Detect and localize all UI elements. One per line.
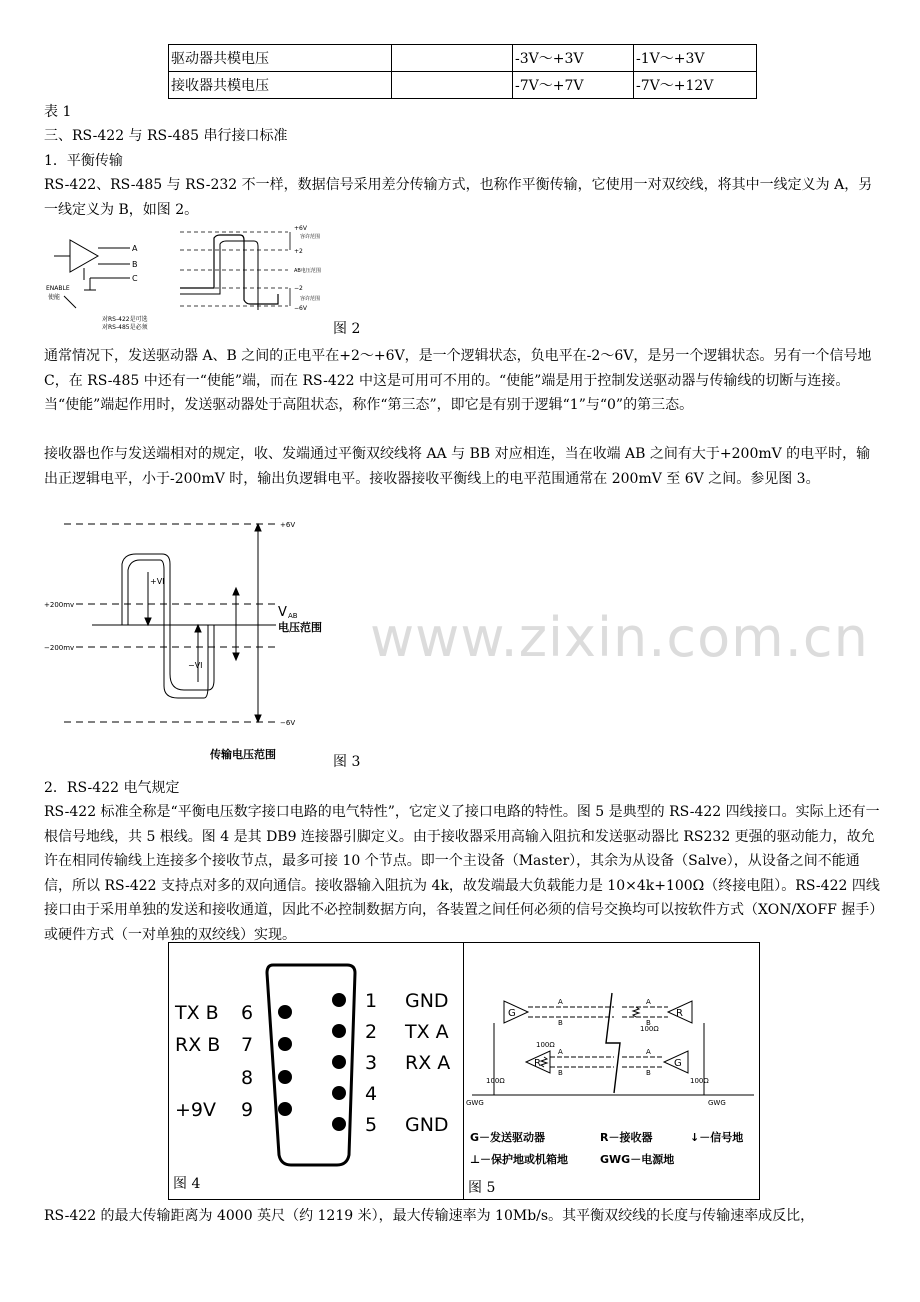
figure-5-rs422-wiring bbox=[464, 943, 759, 1199]
line-b-label: B bbox=[558, 1069, 563, 1077]
figure-2 bbox=[44, 224, 364, 336]
pin-number: 6 bbox=[241, 1002, 254, 1024]
line-b-label: B bbox=[558, 1019, 563, 1027]
section-heading: 三、RS-422 与 RS-485 串行接口标准 bbox=[44, 128, 288, 144]
level-lines bbox=[180, 232, 288, 306]
pin-number: 7 bbox=[241, 1034, 254, 1056]
pin-number: 5 bbox=[365, 1114, 378, 1136]
table-cell: -1V～+3V bbox=[634, 45, 757, 72]
spec-table bbox=[168, 44, 757, 99]
figure-2-caption: 图 2 bbox=[333, 321, 361, 337]
note-rs422: 对RS-422是可选 bbox=[102, 316, 148, 323]
legend-receiver: R－接收器 bbox=[600, 1131, 653, 1144]
resistor-label: 100Ω bbox=[536, 1041, 555, 1049]
level-ab: AB电压范围 bbox=[294, 268, 321, 274]
level-m6v: −6V bbox=[294, 305, 307, 312]
gwg-label: GWG bbox=[708, 1099, 726, 1107]
rx-a-label: RX A bbox=[405, 1052, 451, 1074]
paragraph: RS-422 标准全称是“平衡电压数字接口电路的电气特性”，它定义了接口电路的特性。图 5 是典型的 RS-422 四线接口。实际上还有一根信号地线，共 5 根线。图 4 是其 DB9 连接器引脚定义。由于接收器采用高输入阻抗和发送驱动器比 RS232 更强的驱动能力，故允许在相同传输线上连接多个接收节点，最多可接 10 个节点。即一个主设备（Master），其余为从设备（Salve），从设备之间不能通信，所以 RS-422 支持点对多的双向通信。接收器输入阻抗为 4k，故发端最大负载能力是 10×4k+100Ω（终接电阻）。RS-422 四线接口由于采用单独的发送和接收通道，因此不必控制数据方向，各装置之间任何必须的信号交换均可以按软件方式（XON/XOFF 握手）或硬件方式（一对单独的双绞线）实现。 bbox=[44, 804, 884, 943]
figure-4-caption: 图 4 bbox=[173, 1176, 201, 1192]
level-p6v: +6V bbox=[280, 521, 296, 529]
gnd-label: GND bbox=[405, 1114, 449, 1136]
pin-number: 8 bbox=[241, 1067, 254, 1089]
transmission-range-label: 传输电压范围 bbox=[210, 748, 276, 761]
signal-waveform bbox=[92, 554, 230, 690]
paragraph: RS-422、RS-485 与 RS-232 不一样，数据信号采用差分传输方式，也称作平衡传输，它使用一对双绞线，将其中一线定义为 A，另一线定义为 B，如图 2。 bbox=[44, 177, 873, 218]
pin-number: 2 bbox=[365, 1021, 378, 1043]
legend-signal-ground: ↓－信号地 bbox=[690, 1131, 744, 1144]
enable-cn-label: 使能 bbox=[48, 294, 61, 301]
driver-g-label: G bbox=[674, 1058, 682, 1069]
table-caption: 表 1 bbox=[44, 104, 72, 120]
level-tol1: 容许范围 bbox=[300, 234, 321, 240]
driver-g-label: G bbox=[508, 1008, 516, 1019]
tx-b-label: TX B bbox=[175, 1002, 219, 1024]
legend-driver: G－发送驱动器 bbox=[470, 1131, 546, 1144]
level-m6v: −6V bbox=[280, 719, 296, 727]
paragraph: 接收器也作与发送端相对的规定，收、发端通过平衡双绞线将 AA 与 BB 对应相连，当在收端 AB 之间有大于+200mV 的电平时，输出正逻辑电平，小于-200mV 时，输出负逻辑电平。接收器接收平衡线上的电平范围通常在 200mV 至 6V 之间。参见图 3。 bbox=[44, 446, 871, 487]
note-rs485: 对RS-485是必须 bbox=[102, 324, 148, 331]
gwg-label: GWG bbox=[466, 1099, 484, 1107]
rx-b-label: RX B bbox=[175, 1034, 221, 1056]
tx-a-label: TX A bbox=[405, 1021, 449, 1043]
legend-chassis-ground: ⊥－保护地或机箱地 bbox=[470, 1153, 569, 1166]
resistor-label: 100Ω bbox=[486, 1077, 505, 1085]
driver-symbol bbox=[54, 240, 130, 308]
pin-a-label: A bbox=[132, 244, 138, 253]
subsection-heading: 2．RS-422 电气规定 bbox=[44, 780, 180, 796]
pin-number: 3 bbox=[365, 1052, 378, 1074]
watermark: www.zixin.com.cn bbox=[370, 606, 869, 669]
line-a-label: A bbox=[646, 998, 651, 1006]
enable-label: ENABLE bbox=[46, 285, 70, 292]
figure-5-caption: 图 5 bbox=[468, 1180, 496, 1196]
figure-table bbox=[168, 942, 760, 1200]
pin-number: 4 bbox=[365, 1083, 378, 1105]
line-a-label: A bbox=[558, 998, 563, 1006]
paragraph: 通常情况下，发送驱动器 A、B 之间的正电平在+2～+6V，是一个逻辑状态，负电平在-2～6V，是另一个逻辑状态。另有一个信号地 C，在 RS-485 中还有一“使能”端，而在 RS-422 中这是可用可不用的。“使能”端是用于控制发送驱动器与传输线的切断与连接。当“使能”端起作用时，发送驱动器处于高阻状态，称作“第三态”，即它是有别于逻辑“1”与“0”的第三态。 bbox=[44, 348, 872, 413]
table-cell: 驱动器共模电压 bbox=[169, 45, 392, 72]
vab-subscript: AB bbox=[288, 612, 298, 620]
table-cell bbox=[392, 72, 513, 99]
line-b-label: B bbox=[646, 1069, 651, 1077]
legend-power-ground: GWG－电源地 bbox=[600, 1153, 675, 1166]
vab-label: V bbox=[278, 605, 287, 620]
table-cell: -3V～+3V bbox=[513, 45, 634, 72]
paragraph: RS-422 的最大传输距离为 4000 英尺（约 1219 米），最大传输速率为 10Mb/s。其平衡双绞线的长度与传输速率成反比， bbox=[44, 1208, 815, 1224]
resistor-label: 100Ω bbox=[690, 1077, 709, 1085]
pin-number: 1 bbox=[365, 990, 378, 1012]
table-row bbox=[169, 72, 757, 99]
level-p200mv: +200mv bbox=[44, 601, 75, 609]
minus-vi-label: −VI bbox=[188, 661, 203, 670]
signal-waveform-inverse bbox=[180, 241, 258, 310]
pin-b-label: B bbox=[132, 260, 138, 269]
line-a-label: A bbox=[558, 1048, 563, 1056]
level-m200mv: −200mv bbox=[44, 644, 75, 652]
power-9v-label: +9V bbox=[175, 1099, 217, 1121]
level-p6v: +6V bbox=[294, 225, 307, 232]
pin-c-label: C bbox=[132, 274, 138, 283]
figure-3-caption: 图 3 bbox=[333, 754, 361, 770]
receiver-r-label: R bbox=[676, 1008, 683, 1019]
receiver-r-label: R bbox=[534, 1058, 541, 1069]
level-m2: −2 bbox=[294, 285, 303, 292]
vab-range-label: 电压范围 bbox=[278, 621, 322, 634]
resistor-label: 100Ω bbox=[640, 1025, 659, 1033]
pin-dots bbox=[278, 993, 346, 1131]
pin-number: 9 bbox=[241, 1099, 254, 1121]
subsection-heading: 1．平衡传输 bbox=[44, 153, 123, 169]
table-cell: 接收器共模电压 bbox=[169, 72, 392, 99]
figure-3 bbox=[44, 514, 334, 770]
line-a-label: A bbox=[646, 1048, 651, 1056]
table-row bbox=[169, 45, 757, 72]
table-cell: -7V～+7V bbox=[513, 72, 634, 99]
table-cell bbox=[392, 45, 513, 72]
figure-4-db9 bbox=[169, 943, 463, 1199]
plus-vi-label: +VI bbox=[150, 577, 165, 586]
table-cell: -7V～+12V bbox=[634, 72, 757, 99]
line-b-label: B bbox=[646, 1019, 651, 1027]
level-p2: +2 bbox=[294, 248, 303, 255]
level-tol2: 容许范围 bbox=[300, 296, 321, 302]
gnd-label: GND bbox=[405, 990, 449, 1012]
